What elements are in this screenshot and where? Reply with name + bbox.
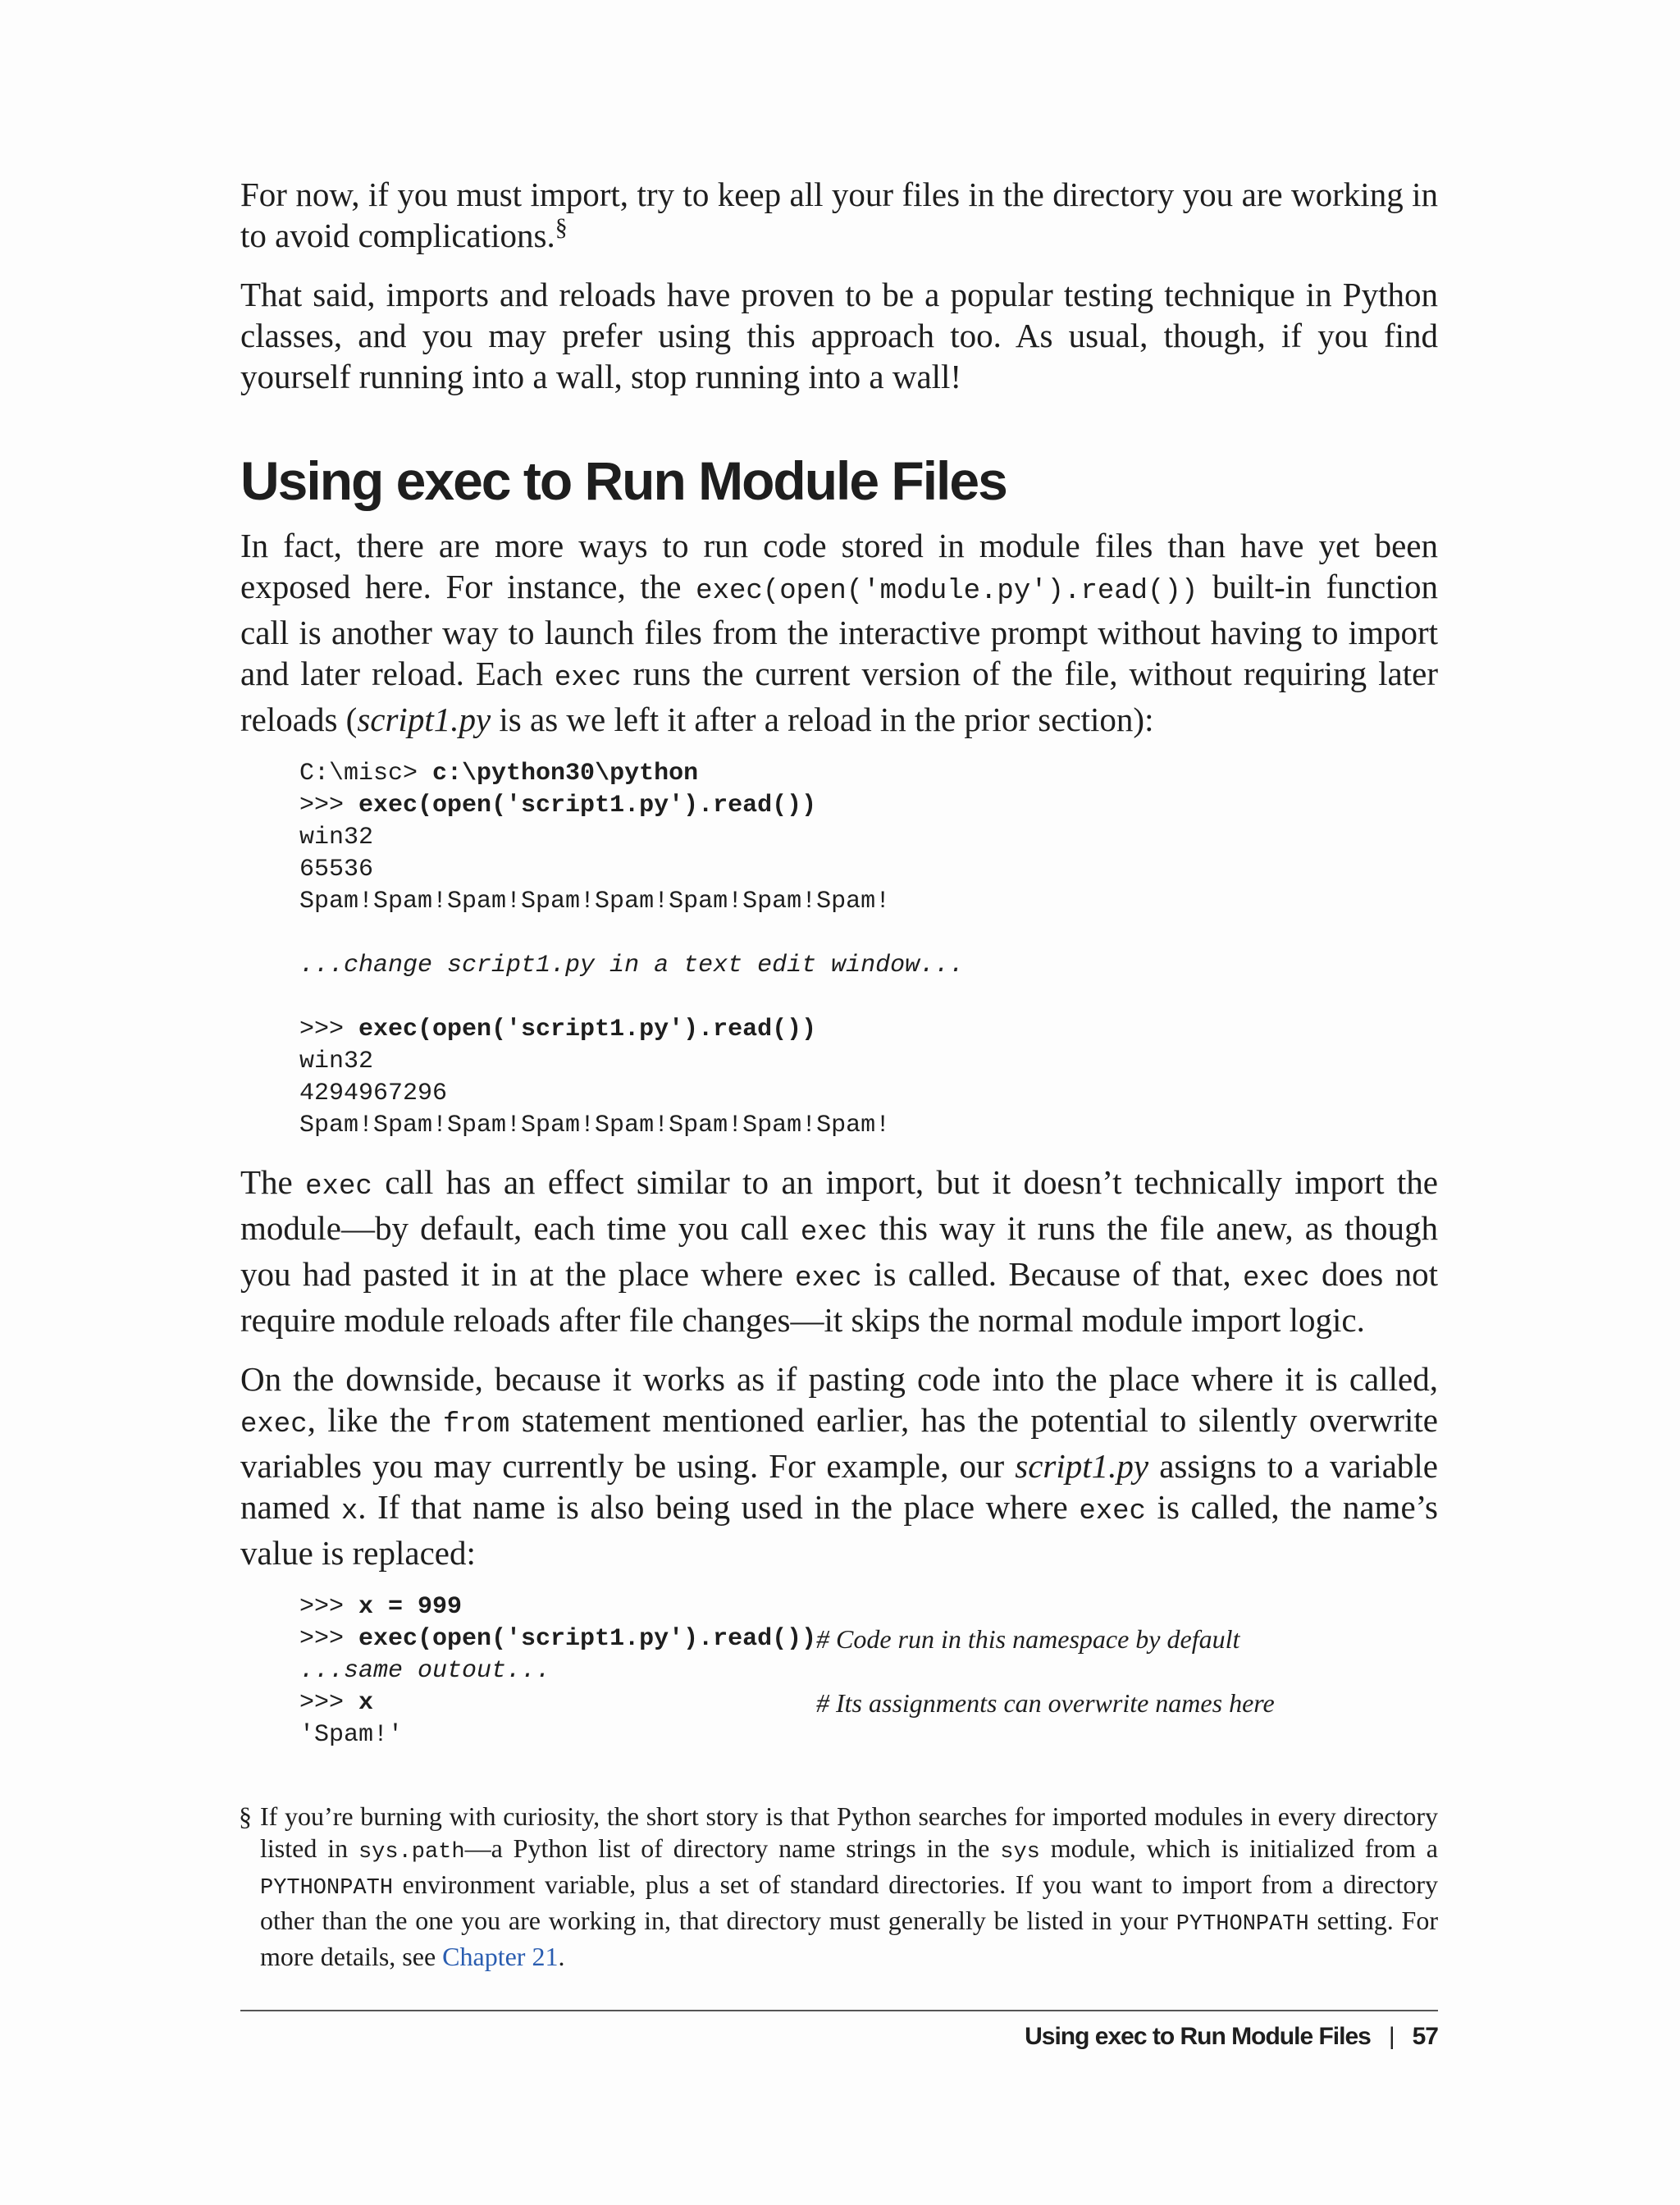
footnote [240,1801,1438,1973]
code-input: exec(open('script1.py').read()) [358,792,817,819]
text-run: built-in function call is another way to launch files from the interactive prompt without having to import and later reload. Each [240,568,1438,692]
section-paragraph-2 [240,1162,1438,1340]
inline-code: x [340,1496,358,1527]
chapter-link[interactable]: Chapter 21 [442,1942,559,1971]
text-run: does not require module reloads after file changes—it skips the normal module import logic. [240,1255,1439,1339]
footnote-text [240,1801,1438,1973]
code-input: c:\python30\python [432,760,699,788]
running-footer-title: Using exec to Run Module Files [1025,2023,1371,2050]
code-input: x = 999 [358,1593,463,1621]
code-line [299,758,1438,790]
inline-code: exec [305,1171,372,1203]
text-run: If you’re burning with curiosity, the short story is that Python searches for imported modules in every directory listed in [260,1801,1438,1863]
code-prompt: >>> [299,1689,359,1717]
inline-code: PYTHONPATH [260,1876,394,1901]
code-output: Spam!Spam!Spam!Spam!Spam!Spam!Spam!Spam! [299,1112,891,1139]
code-blank-line [299,982,1438,1014]
code-input: x [358,1689,374,1717]
inline-code: exec [1243,1263,1310,1294]
inline-code: sys [1000,1840,1040,1865]
text-run: environment variable, plus a set of standard directories. If you want to import from a directory other than the one you are working in, that directory must generally be listed in your [260,1869,1438,1935]
text-run: . [558,1942,565,1971]
running-footer [1025,2023,1438,2051]
running-footer-separator: | [1388,2023,1395,2050]
inline-code: sys.path [358,1840,465,1865]
inline-code: from [442,1409,510,1440]
text-run: , like the [307,1401,443,1439]
footer-rule [240,2010,1438,2011]
code-output: 65536 [299,856,374,883]
inline-code: exec [800,1217,868,1249]
code-output: win32 [299,1048,374,1075]
page-content [240,174,1438,1771]
text-run: assigns to a variable named [240,1447,1439,1526]
code-output: win32 [299,824,374,851]
inline-code: exec [1079,1496,1146,1527]
text-run: On the downside, because it works as if pasting code into the place where it is called, [240,1360,1438,1398]
code-input: exec(open('script1.py').read()) [358,1625,817,1653]
text-run: is called. Because of that, [861,1255,1244,1293]
section-paragraph-1 [240,525,1438,740]
inline-code: exec [554,663,622,694]
code-output: 'Spam!' [299,1721,404,1749]
inline-code: PYTHONPATH [1176,1912,1309,1937]
code-output: Spam!Spam!Spam!Spam!Spam!Spam!Spam!Spam! [299,888,891,915]
page-number: 57 [1412,2023,1438,2050]
code-comment: # Its assignments can overwrite names here [816,1688,1275,1718]
footnote-reference[interactable]: § [555,213,568,241]
code-prompt: >>> [299,792,359,819]
text-run: In fact, there are more ways to run code stored in module files than have yet been exposed here. For instance, the [240,527,1438,605]
inline-code: exec [795,1263,862,1294]
section-heading: Using exec to Run Module Files [240,450,1007,511]
code-line [299,1623,1438,1655]
text-run: The [240,1163,306,1201]
code-input: exec(open('script1.py').read()) [358,1016,817,1043]
text-run: call has an effect similar to an import, but it doesn’t technically import the module—by default, each time you call [240,1163,1438,1247]
intro-paragraph-1-text: For now, if you must import, try to keep all your files in the directory you are working in to avoid complications. [240,176,1438,254]
text-run: module, which is initialized from a [1039,1833,1439,1863]
code-prose: ...change script1.py in a text edit window... [299,952,965,979]
code-output: 4294967296 [299,1080,448,1107]
code-prompt: >>> [299,1625,359,1653]
code-prompt: C:\misc> [299,760,433,788]
text-run: . If that name is also being used in the place where [358,1488,1080,1526]
code-prose: ...same outout... [299,1657,551,1685]
text-run: runs the current version of the file, without requiring later reloads ( [240,655,1438,738]
inline-code: exec(open('module.py').read()) [696,576,1198,607]
code-blank-line [299,918,1438,950]
code-prompt: >>> [299,1016,359,1043]
text-run: is called, the name’s value is replaced: [240,1488,1438,1572]
text-run: this way it runs the file anew, as though you had pasted it in at the place where [240,1209,1439,1293]
code-comment: # Code run in this namespace by default [816,1624,1240,1654]
filename-emphasis: script1.py [1015,1447,1149,1485]
intro-paragraph-1 [240,174,1438,256]
text-run: —a Python list of directory name strings in the [464,1833,1001,1863]
inline-code: exec [240,1409,308,1440]
code-listing-2 [299,1591,1438,1751]
code-line [299,1014,1438,1046]
filename-emphasis: script1.py [357,701,491,738]
code-line [299,1687,1438,1719]
text-run: statement mentioned earlier, has the potential to silently overwrite variables you may currently be using. For example, our [240,1401,1438,1485]
intro-paragraph-2: That said, imports and reloads have proven to be a popular testing technique in Python classes, and you may prefer using this approach too. As usual, though, if you find yourself running into a wall, stop running into a wall! [240,276,1438,395]
section-paragraph-3 [240,1358,1438,1573]
text-run: setting. For more details, see [260,1906,1439,1971]
footnote-mark: § [239,1801,252,1831]
code-prompt: >>> [299,1593,359,1621]
code-line [299,1591,1438,1623]
text-run: is as we left it after a reload in the prior section): [491,701,1154,738]
code-prose-line [299,1655,1438,1687]
code-line [299,790,1438,822]
code-listing-1 [299,758,1438,1142]
code-prose-line [299,950,1438,982]
